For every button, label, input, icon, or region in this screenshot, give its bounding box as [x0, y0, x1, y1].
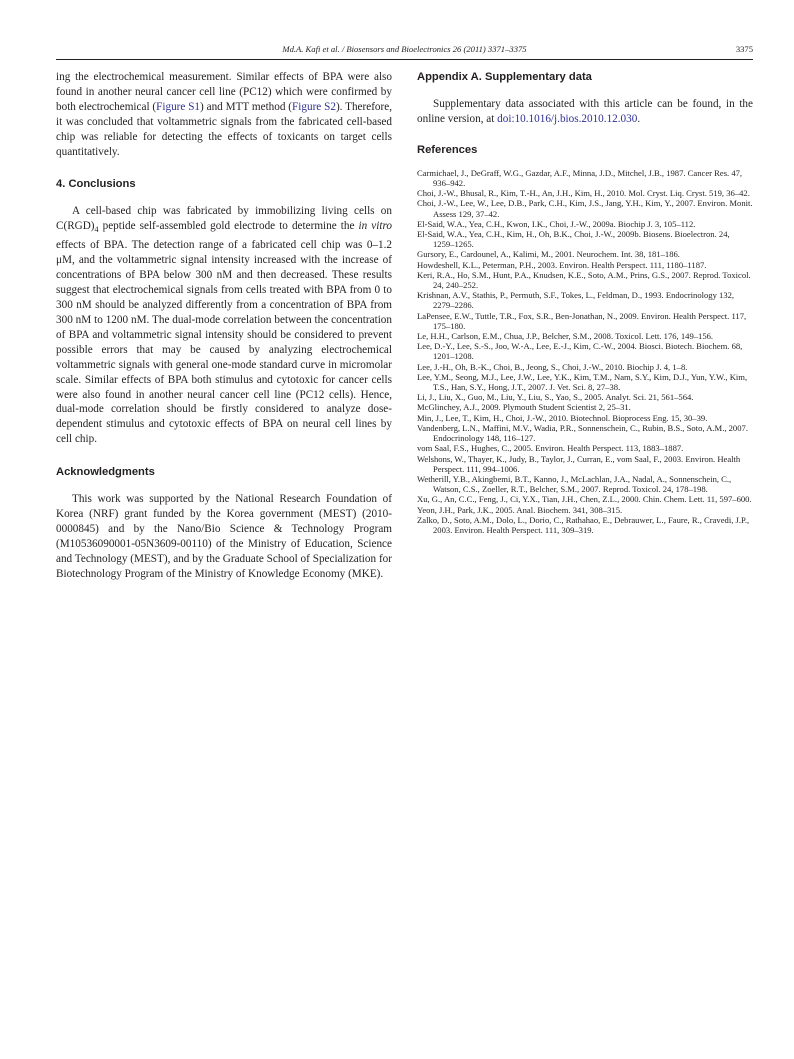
reference-item: Wetherill, Y.B., Akingbemi, B.T., Kanno, J., McLachlan, J.A., Nadal, A., Sonnenschein, C., Watson, C.S., Zoeller, R.T., Belcher, S.M., 2007. Reprod. Toxicol. 24, 178–198. [417, 473, 732, 495]
references-heading: References [417, 143, 478, 156]
header-divider [56, 59, 753, 60]
reference-item: vom Saal, F.S., Hughes, C., 2005. Environ. Health Perspect. 113, 1883–1887. [417, 443, 684, 454]
reference-item: Gursory, E., Cardounel, A., Kalimi, M., 2001. Neurochem. Int. 38, 181–186. [417, 249, 680, 260]
appendix-paragraph: Supplementary data associated with this article can be found, in the online version, at doi:10.1016/j.bios.2010.12.030. [417, 98, 753, 125]
reference-item: Choi, J.-W., Lee, W., Lee, D.B., Park, C.H., Kim, J.S., Jang, Y.H., Kim, Y., 2007. Environ. Monit. Assess 129, 37–42. [417, 198, 753, 219]
figure-s2-link[interactable]: Figure S2 [292, 100, 336, 113]
reference-item: Lee, J.-H., Oh, B.-K., Choi, B., Jeong, S., Choi, J.-W., 2010. Biochip J. 4, 1–8. [417, 361, 688, 372]
reference-item: Welshons, W., Thayer, K., Judy, B., Taylor, J., Curran, E., vom Saal, F., 2003. Environ. Health Perspect. 111, 994–1006. [417, 453, 741, 474]
results-paragraph: ing the electrochemical measurement. Similar effects of BPA were also found in another neural cancer cell line (PC12) which were confirmed by both electrochemical (Figure S1) and MTT method (Figure S2). Therefore, it was concluded that voltammetric signals from the fabricated cell-based chip was reliable for detecting the effects of toxicants on target cells quantitatively. [56, 71, 393, 158]
conclusions-paragraph: A cell-based chip was fabricated by immobilizing living cells on $C(RGD)_4$ peptide self-assembled gold electrode to determine the in vitro effects of BPA. The detection range of a fabricated cell chip was 0–1.2 μM, and the voltammetric signal intensity increased with the increase of concentrations of BPA below 300 nM and then decreased. These results suggest that electrochemical signals from cells treated with BPA from 0 to 300 nM should be analyzed differently from a concentration of BPA from 300 nM to 1200 nM. The dual-mode correlation between the concentration of BPA and voltammetric signal intensity should be considered to prevent possible errors that may be caused by analyzing electrochemical voltammetric signals with general one-mode standard curve in micromolar scale. Similar effects of BPA both stimulus and cytotoxic for cancer cells were also found in another neural cancer cell line (PC12 cells). Hence, dual-mode correlation should be firstly considered to analyze dose-dependent stimulus and cytotoxic effects of BPA on neural cell lines by cell chip. [56, 205, 393, 446]
reference-item: Zalko, D., Soto, A.M., Dolo, L., Dorio, C., Rathahao, E., Debrauwer, L., Faure, R., Cravedi, J.P., 2003. Environ. Health Perspect. 111, 309–319. [417, 514, 750, 535]
appendix-heading: Appendix A. Supplementary data [417, 71, 592, 83]
running-header [56, 44, 753, 58]
right-column [417, 70, 753, 535]
acknowledgments-paragraph: This work was supported by the National Research Foundation of Korea (NRF) grant funded by the Korea government (MEST) (2010-0000845) and by the Nano/Bio Science & Technology Program (M10536090001-05N3609-00110) of the Ministry of Education, Science and Technology (MEST), and by the Graduate School of Specialization for Biotechnology Program of the Ministry of Knowledge Economy (MKE). [56, 493, 392, 580]
conclusions-heading: 4. Conclusions [56, 178, 136, 191]
reference-item: Carmichael, J., DeGraff, W.G., Gazdar, A.F., Minna, J.D., Mitchel, J.B., 1987. Cancer Res. 47, 936–942. [417, 167, 743, 189]
reference-item: Lee, D.-Y., Lee, S.-S., Joo, W.-A., Lee, E.-J., Kim, C.-W., 2004. Biosci. Biotech. Biochem. 68, 1201–1208. [417, 341, 743, 362]
journal-citation: Md.A. Kafi et al. / Biosensors and Bioelectronics 26 (2011) 3371–3375 [282, 44, 527, 54]
figure-s1-link[interactable]: Figure S1 [156, 100, 201, 113]
reference-item: LaPensee, E.W., Tuttle, T.R., Fox, S.R., Ben-Jonathan, N., 2009. Environ. Health Perspect. 117, 175–180. [417, 310, 747, 331]
reference-list [417, 168, 753, 535]
doi-link[interactable]: doi:10.1016/j.bios.2010.12.030 [497, 112, 638, 125]
reference-item: McGlinchey, A.J., 2009. Plymouth Student Scientist 2, 25–31. [417, 402, 631, 413]
reference-item: Min, J., Lee, T., Kim, H., Choi, J.-W., 2010. Biotechnol. Bioprocess Eng. 15, 30–39. [417, 412, 708, 423]
left-column [56, 70, 392, 582]
reference-item: Choi, J.-W., Bhusal, R., Kim, T.-H., An, J.H., Kim, H., 2010. Mol. Cryst. Liq. Cryst. 519, 36–42. [417, 188, 750, 199]
reference-item: Keri, R.A., Ho, S.M., Hunt, P.A., Knudsen, K.E., Soto, A.M., Prins, G.S., 2007. Reprod. Toxicol. 24, 240–252. [417, 269, 751, 291]
reference-item: El-Said, W.A., Yea, C.H., Kim, H., Oh, B.K., Choi, J.-W., 2009b. Biosens. Bioelectron. 24, 1259–1265. [417, 229, 730, 250]
reference-item: Vandenberg, L.N., Maffini, M.V., Wadia, P.R., Sonnenschein, C., Rubin, B.S., Soto, A.M., 2007. Endocrinology 148, 116–127. [417, 422, 748, 444]
reference-item: El-Said, W.A., Yea, C.H., Kwon, I.K., Choi, J.-W., 2009a. Biochip J. 3, 105–112. [417, 218, 696, 229]
reference-item: Howdeshell, K.L., Peterman, P.H., 2003. Environ. Health Perspect. 111, 1180–1187. [417, 259, 707, 270]
reference-item: Li, J., Liu, X., Guo, M., Liu, Y., Liu, S., Yao, S., 2005. Analyt. Sci. 21, 561–564. [417, 392, 694, 403]
acknowledgments-heading: Acknowledgments [56, 466, 155, 479]
reference-item: Yeon, J.H., Park, J.K., 2005. Anal. Biochem. 341, 308–315. [417, 504, 623, 515]
page-number: 3375 [735, 44, 753, 54]
reference-item: Xu, G., An, C.C., Feng, J., Ci, Y.X., Tian, J.H., Chen, Z.L., 2000. Chin. Chem. Lett. 11, 597–600. [417, 494, 752, 505]
reference-item: Krishnan, A.V., Stathis, P., Permuth, S.F., Tokes, L., Feldman, D., 1993. Endocrinology 132, 2279–2286. [417, 290, 735, 311]
reference-item: Lee, Y.M., Seong, M.J., Lee, J.W., Lee, Y.K., Kim, T.M., Nam, S.Y., Kim, D.J., Yun, Y.W., Kim, T.S., Han, S.Y., Hong, J.T., 2007. J. Vet. Sci. 8, 27–38. [417, 371, 748, 393]
reference-item: Le, H.H., Carlson, E.M., Chua, J.P., Belcher, S.M., 2008. Toxicol. Lett. 176, 149–156. [417, 331, 714, 342]
